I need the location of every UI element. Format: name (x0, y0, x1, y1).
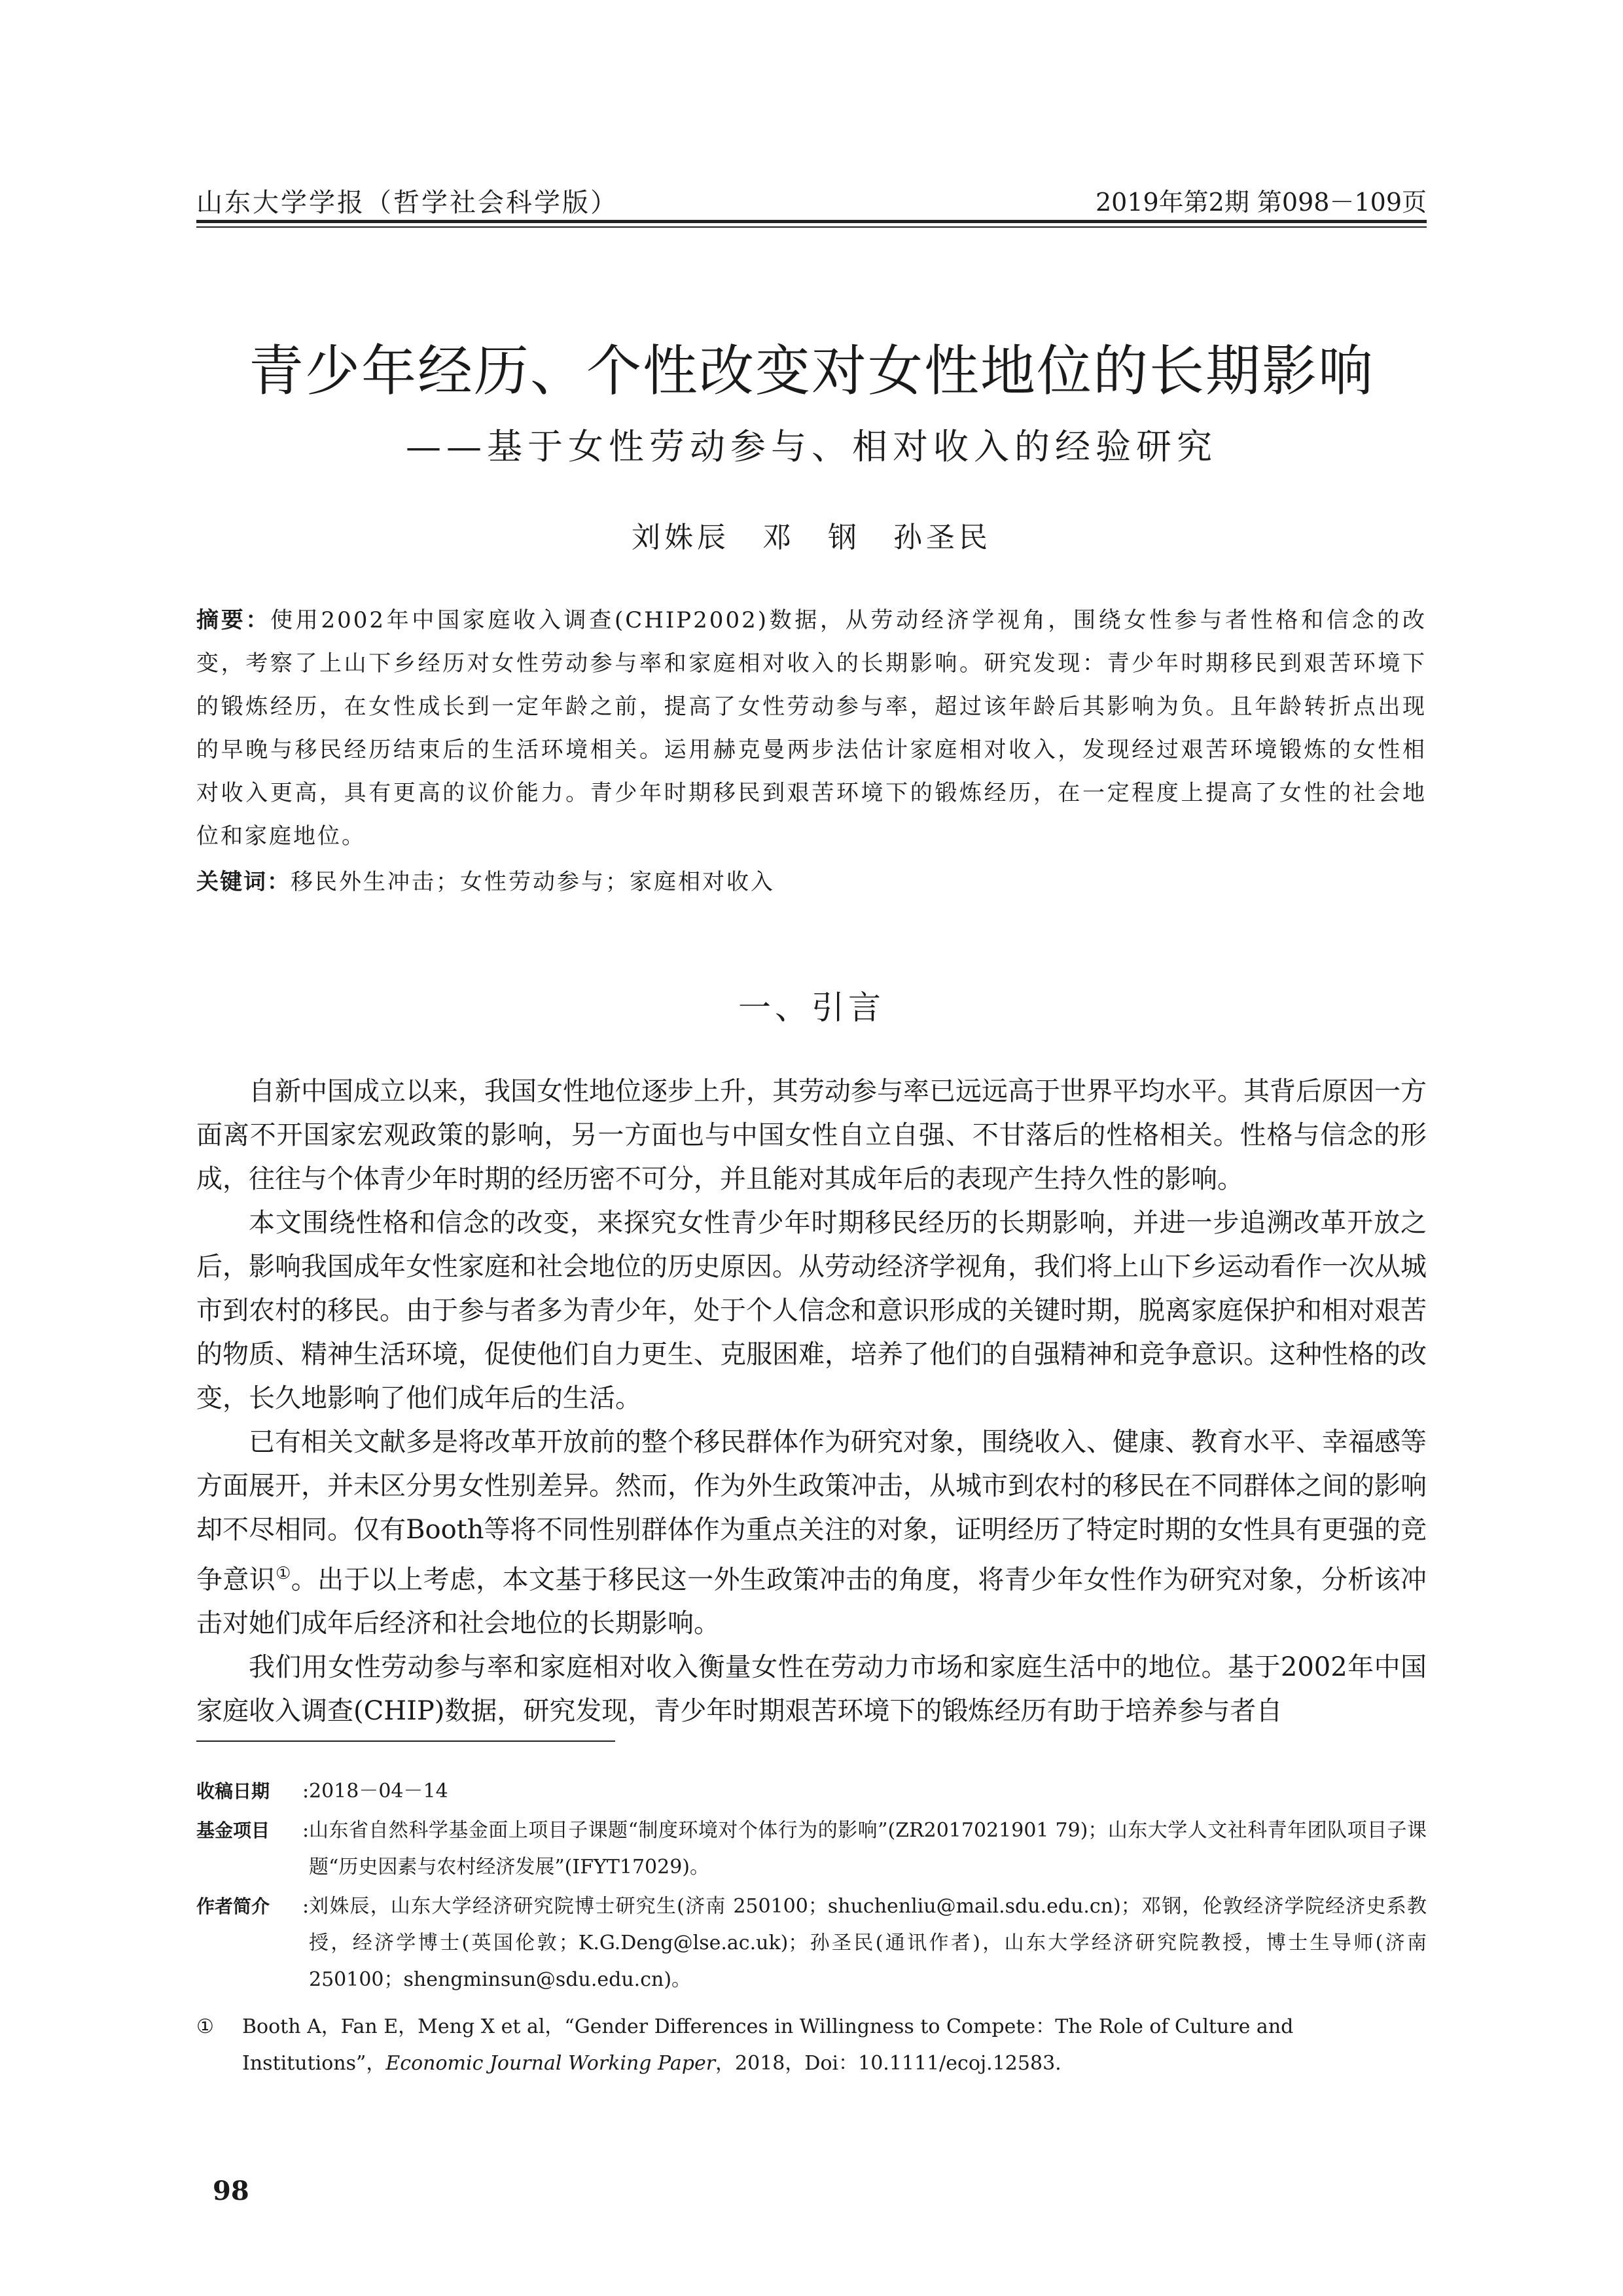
paragraph (196, 1421, 1427, 1646)
abstract-text: 使用2002年中国家庭收入调查(CHIP2002)数据，从劳动经济学视角，围绕女性参与者性格和信念的改变，考察了上山下乡经历对女性劳动参与率和家庭相对收入的长期影响。研究发现：青少年时期移民到艰苦环境下的锻炼经历，在女性成长到一定年龄之前，提高了女性劳动参与率，超过该年龄后其影响为负。且年龄转折点出现的早晚与移民经历结束后的生活环境相关。运用赫克曼两步法估计家庭相对收入，发现经过艰苦环境锻炼的女性相对收入更高，具有更高的议价能力。青少年时期移民到艰苦环境下的锻炼经历，在一定程度上提高了女性的社会地位和家庭地位。 (196, 607, 1427, 849)
footnote-reference[interactable]: ① (276, 1564, 291, 1583)
running-header (196, 177, 1427, 222)
article-metadata (196, 1773, 1427, 2001)
footnote-marker: ① (196, 2015, 214, 2038)
paragraph: 我们用女性劳动参与率和家庭相对收入衡量女性在劳动力市场和家庭生活中的地位。基于2002年中国家庭收入调查(CHIP)数据，研究发现，青少年时期艰苦环境下的锻炼经历有助于培养参与者自 (196, 1652, 1427, 1727)
received-date-row: 收稿日期 : 2018－04－14 (196, 1773, 1427, 1810)
author-info-row: 作者简介 : 刘姝辰，山东大学经济研究院博士研究生(济南 250100；shuchenliu@mail.sdu.edu.cn)；邓钢，伦敦经济学院经济史系教授，经济学博士(英国伦敦；K.G.Deng@lse.ac.uk)；孙圣民(通讯作者)，山东大学经济研究院教授，博士生导师(济南 250100；shengminsun@sdu.edu.cn)。 (196, 1888, 1427, 1998)
footnote-text: Booth A，Fan E，Meng X et al，“Gender Differences in Willingness to Compete：The Role of Culture and Institutions”，Economic Journal Working Paper，2018，Doi：10.1111/ecoj.12583. (242, 2015, 1294, 2075)
received-label: 收稿日期 (196, 1780, 270, 1802)
keywords-text: 移民外生冲击；女性劳动参与；家庭相对收入 (291, 869, 775, 895)
author-info-text: 刘姝辰，山东大学经济研究院博士研究生(济南 250100；shuchenliu@mail.sdu.edu.cn)；邓钢，伦敦经济学院经济史系教授，经济学博士(英国伦敦；K.G.Deng@lse.ac.uk)；孙圣民(通讯作者)，山东大学经济研究院教授，博士生导师(济南 250100；shengminsun@sdu.edu.cn)。 (309, 1895, 1427, 1991)
paper-subtitle: ——基于女性劳动参与、相对收入的经验研究 (406, 426, 1217, 467)
paragraph: 自新中国成立以来，我国女性地位逐步上升，其劳动参与率已远远高于世界平均水平。其背后原因一方面离不开国家宏观政策的影响，另一方面也与中国女性自立自强、不甘落后的性格相关。性格与信念的形成，往往与个体青少年时期的经历密不可分，并且能对其成年后的表现产生持久性的影响。 (196, 1076, 1427, 1194)
footnote-divider (196, 1740, 615, 1742)
paragraph: 本文围绕性格和信念的改变，来探究女性青少年时期移民经历的长期影响，并进一步追溯改革开放之后，影响我国成年女性家庭和社会地位的历史原因。从劳动经济学视角，我们将上山下乡运动看作一次从城市到农村的移民。由于参与者多为青少年，处于个人信念和意识形成的关键时期，脱离家庭保护和相对艰苦的物质、精神生活环境，促使他们自力更生、克服困难，培养了他们的自强精神和竞争意识。这种性格的改变，长久地影响了他们成年后的生活。 (196, 1208, 1427, 1413)
keywords (196, 860, 1427, 904)
paragraph-part: 已有相关文献多是将改革开放前的整个移民群体作为研究对象，围绕收入、健康、教育水平、幸福感等方面展开，并未区分男女性别差异。然而，作为外生政策冲击，从城市到农村的移民在不同群体之间的影响却不尽相同。仅有Booth等将不同性别群体作为重点关注的对象，证明经历了特定时期的女性具有更强的竞争意识 (196, 1427, 1427, 1595)
paragraph-part: 。出于以上考虑，本文基于移民这一外生政策冲击的角度，将青少年女性作为研究对象，分析该冲击对她们成年后经济和社会地位的长期影响。 (196, 1564, 1427, 1639)
issue-info: 2019年第2期 第098－109页 (1095, 188, 1427, 217)
header-rule-thin (196, 226, 1427, 228)
header-rule (196, 220, 1427, 223)
footnote (196, 2009, 1427, 2082)
author-list: 刘姝辰 邓 钢 孙圣民 (632, 521, 991, 554)
journal-name: 山东大学学报（哲学社会科学版） (196, 188, 618, 218)
section-heading: 一、引言 (738, 989, 885, 1027)
abstract-label: 摘要： (196, 607, 271, 633)
fund-text: 山东省自然科学基金面上项目子课题“制度环境对个体行为的影响”(ZR2017021901 79)；山东大学人文社科青年团队项目子课题“历史因素与农村经济发展”(IFYT17029)。 (309, 1819, 1427, 1879)
fund-row: 基金项目 : 山东省自然科学基金面上项目子课题“制度环境对个体行为的影响”(ZR2017021901 79)；山东大学人文社科青年团队项目子课题“历史因素与农村经济发展”(IFYT17029)。 (196, 1812, 1427, 1886)
paper-title: 青少年经历、个性改变对女性地位的长期影响 (248, 339, 1374, 403)
abstract (196, 599, 1427, 858)
author-info-label: 作者简介 (196, 1896, 270, 1917)
received-date: 2018－04－14 (309, 1780, 448, 1803)
body-text (196, 1070, 1427, 1733)
keywords-label: 关键词： (196, 869, 291, 895)
fund-label: 基金项目 (196, 1820, 270, 1841)
footnote-source: Economic Journal Working Paper (385, 2052, 716, 2075)
page-number: 98 (213, 2176, 249, 2206)
